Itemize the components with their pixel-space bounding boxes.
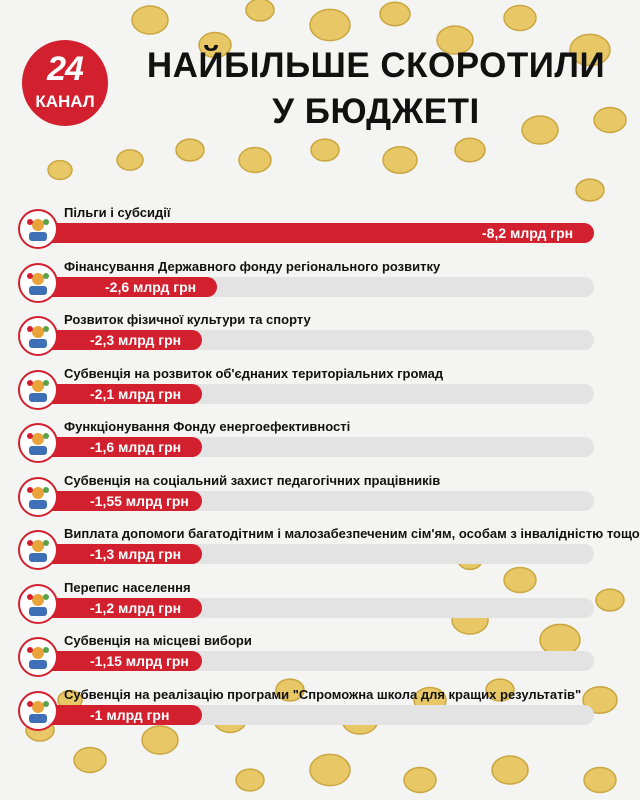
chart-row: [0, 309, 640, 359]
bar-value-label: -1,2 млрд грн: [90, 599, 182, 616]
coin: [311, 139, 339, 161]
coin: [117, 150, 143, 170]
category-label: Виплата допомоги багатодітним і малозабезпеченим сім'ям, особам з інвалідністю тощо: [64, 526, 640, 541]
community-house-icon: [18, 370, 58, 410]
page-title-line2: У БЮДЖЕТІ: [272, 92, 480, 131]
coin: [383, 147, 417, 174]
category-label: Субвенція на реалізацію програми "Спроможна школа для кращих результатів": [64, 686, 582, 702]
coin: [48, 161, 72, 180]
coin: [584, 768, 616, 793]
bar-value-label: -1 млрд грн: [90, 706, 170, 723]
category-label: Субвенція на розвиток об'єднаних територіальних громад: [64, 365, 444, 381]
chart-row: [0, 256, 640, 306]
category-label: Пільги і субсидії: [64, 205, 171, 220]
bar-value-label: -1,15 млрд грн: [90, 653, 189, 669]
bar-value-label: -2,1 млрд грн: [90, 385, 182, 402]
bar-value-label: -2,3 млрд грн: [90, 332, 182, 348]
teacher-icon: [18, 477, 58, 517]
coin: [404, 768, 436, 793]
bar-value-label: -1,55 млрд грн: [90, 492, 189, 509]
coin: [455, 138, 485, 161]
category-label: Фінансування Державного фонду регіонального розвитку: [64, 258, 441, 274]
regional-development-icon: [18, 263, 58, 303]
chart-row: [0, 470, 640, 520]
coin: [310, 9, 350, 40]
chart-row: [0, 416, 640, 466]
chart-row: [0, 630, 640, 680]
category-label: Функціонування Фонду енергоефективності: [64, 419, 351, 434]
logo-text: КАНАЛ: [35, 92, 95, 111]
category-label: Субвенція на місцеві вибори: [64, 633, 252, 648]
coin: [236, 769, 264, 791]
coin: [74, 748, 106, 773]
sport-icon: [18, 316, 58, 356]
chart-row: [0, 202, 640, 252]
coin: [239, 148, 271, 173]
chart-row: [0, 684, 640, 734]
chart-row: [0, 363, 640, 413]
coin: [176, 139, 204, 161]
coin: [246, 0, 274, 21]
graduate-icon: [18, 691, 58, 731]
coin: [380, 2, 410, 25]
chart-row: [0, 523, 640, 573]
bar-value-label: -1,3 млрд грн: [90, 546, 182, 562]
category-label: Перепис населення: [64, 579, 191, 595]
bar-value-label: -8,2 млрд грн: [482, 225, 574, 241]
chart-row: [0, 577, 640, 627]
subsidy-people-icon: [18, 209, 58, 249]
coin: [492, 756, 528, 784]
bar-value-label: -1,6 млрд грн: [90, 439, 182, 455]
election-ballot-icon: [18, 637, 58, 677]
bar-value-label: -2,6 млрд грн: [105, 278, 197, 295]
page-title-line1: НАЙБІЛЬШЕ СКОРОТИЛИ: [146, 46, 606, 85]
coin: [310, 754, 350, 785]
wheelchair-family-icon: [18, 530, 58, 570]
census-people-icon: [18, 584, 58, 624]
coin: [504, 6, 536, 31]
category-label: Розвиток фізичної культури та спорту: [64, 312, 311, 327]
energy-efficiency-icon: [18, 423, 58, 463]
category-label: Субвенція на соціальний захист педагогічних працівників: [64, 472, 441, 488]
kanal24-logo: [22, 40, 108, 126]
logo-number: 24: [47, 50, 83, 88]
coin: [576, 179, 604, 201]
coin: [132, 6, 168, 34]
